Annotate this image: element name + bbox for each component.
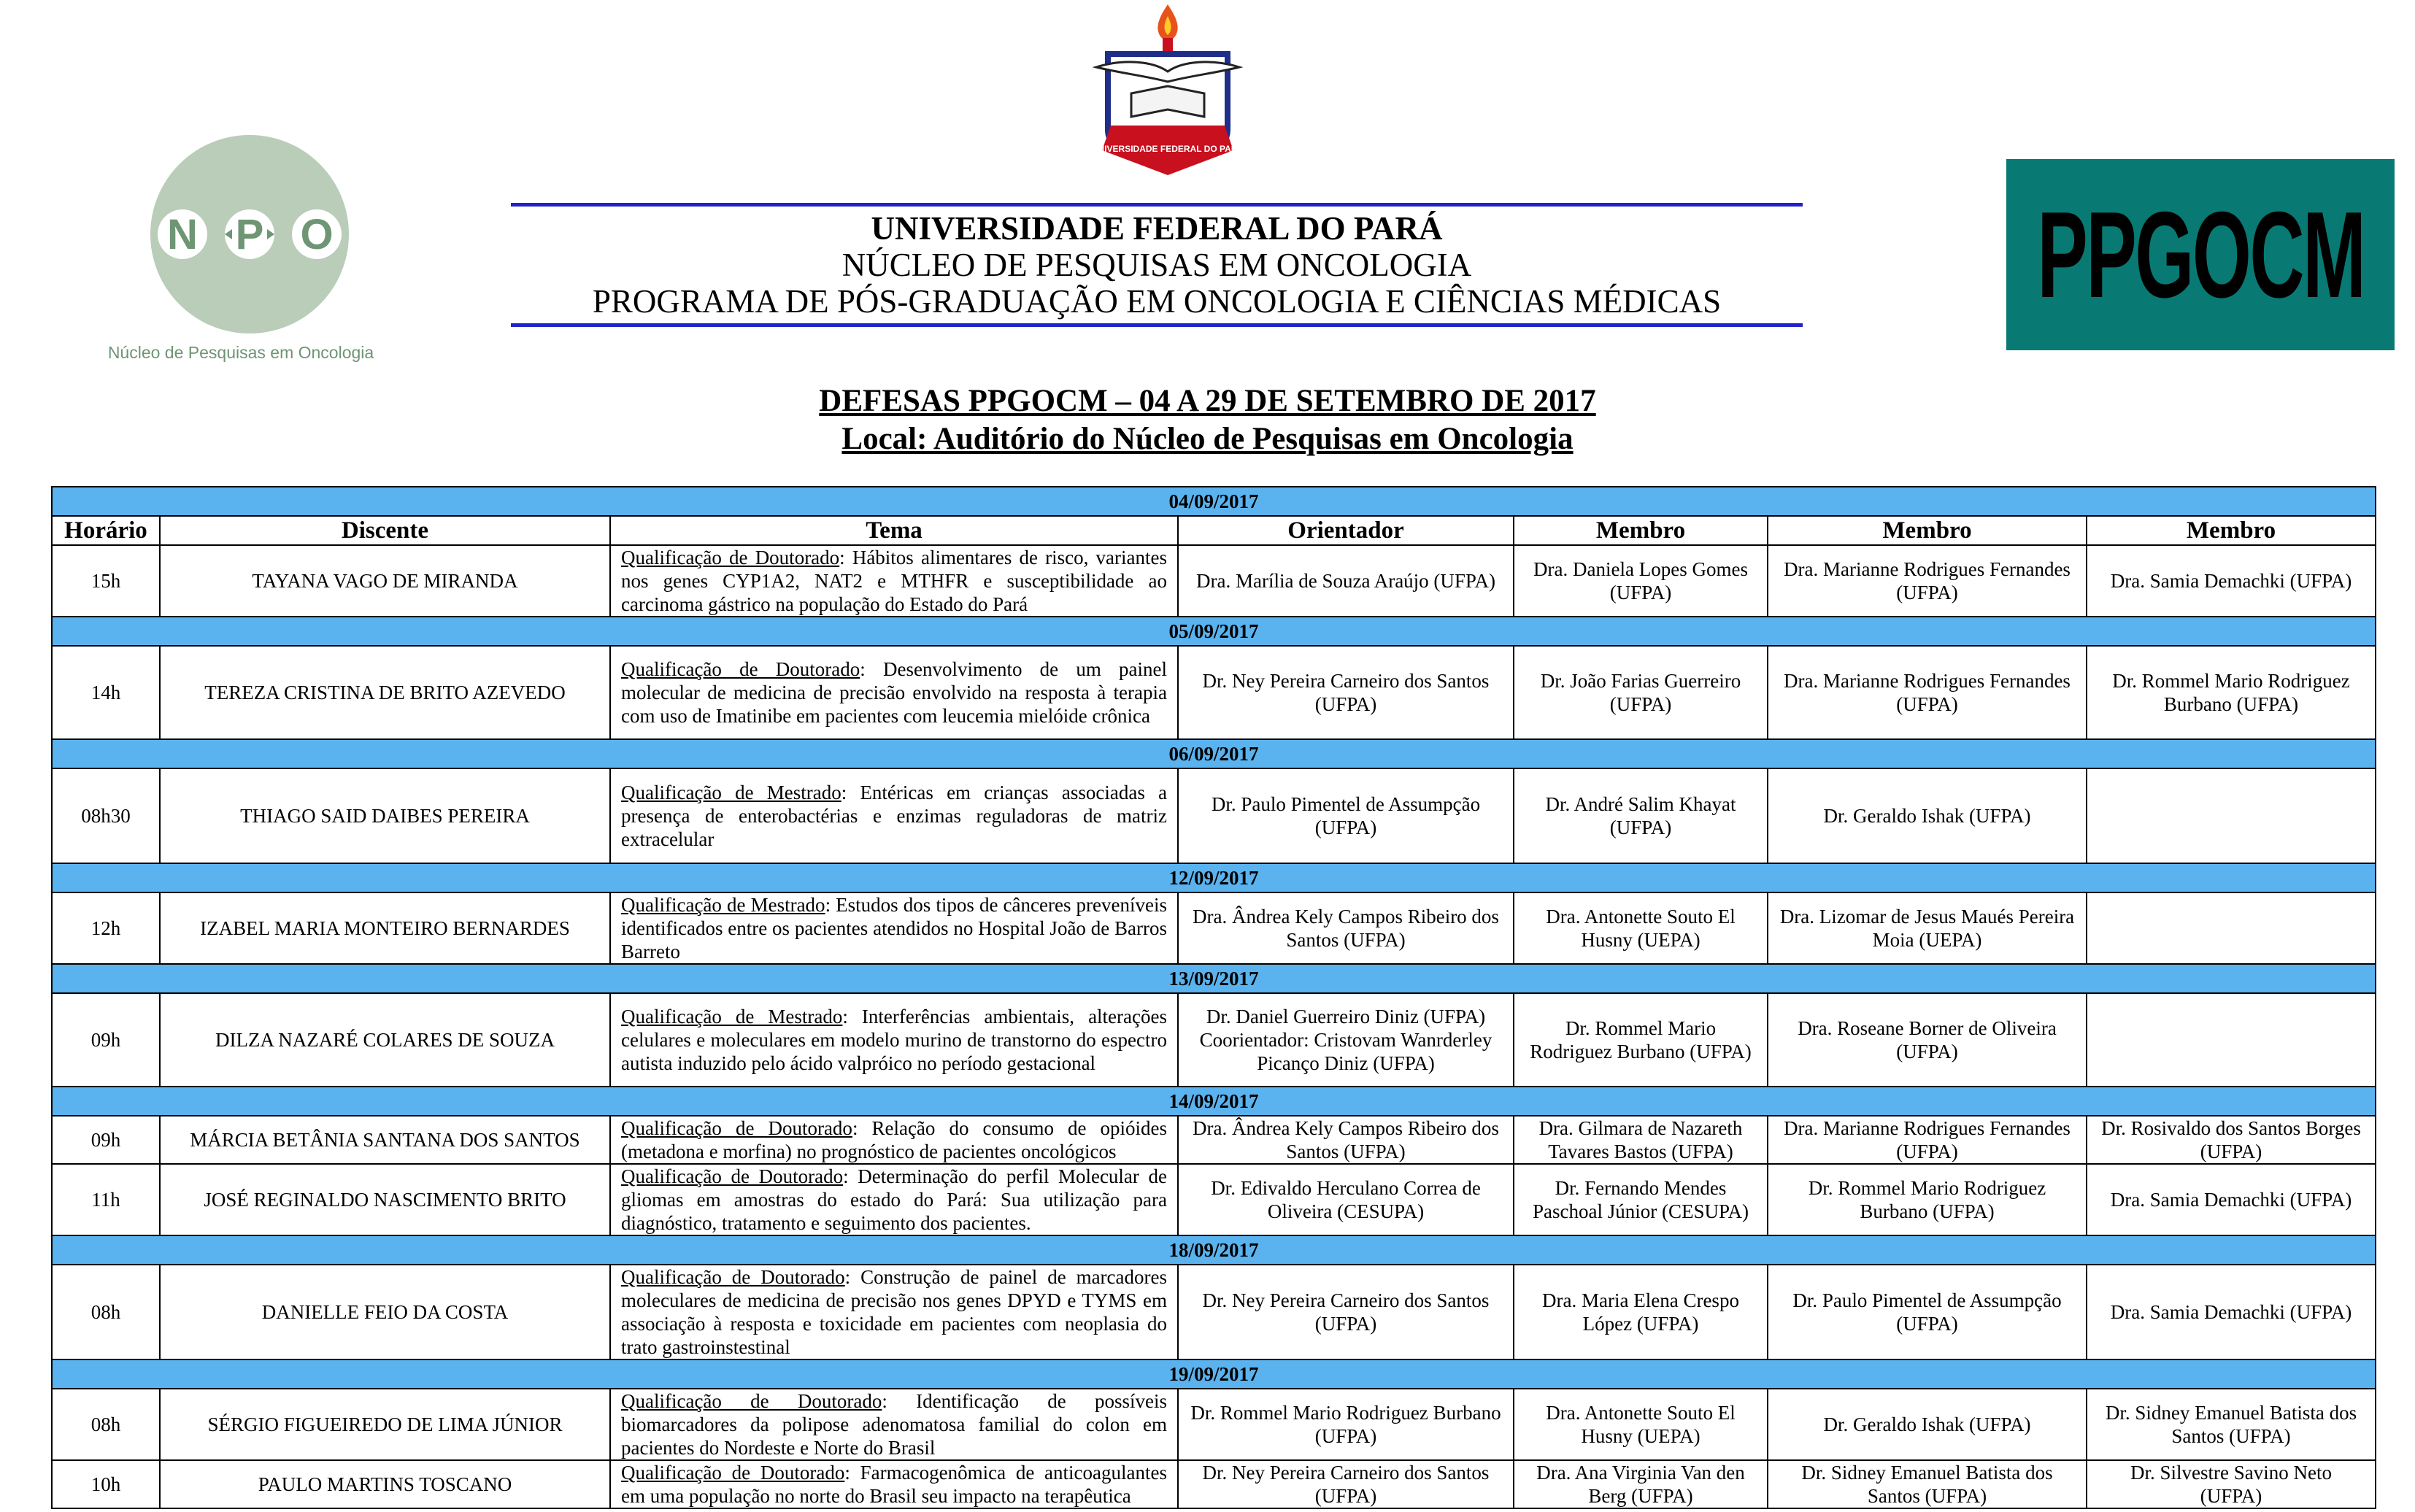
tema-text: : Relação do consumo de opióides (metadona e morfina) no prognóstico de pacientes oncológicos bbox=[621, 1117, 1168, 1162]
date-row bbox=[52, 617, 2376, 646]
tema-text: : Interferências ambientais, alterações celulares e moleculares em modelo murino de transtorno do espectro autista induzido pelo ácido valpróico no período gestacional bbox=[621, 1006, 1167, 1074]
date-row bbox=[52, 487, 2376, 516]
nucleus-name: NÚCLEO DE PESQUISAS EM ONCOLOGIA bbox=[841, 247, 1472, 283]
student-cell: IZABEL MARIA MONTEIRO BERNARDES bbox=[160, 892, 610, 964]
tema-cell bbox=[610, 892, 1178, 964]
crest-ribbon-text: UNIVERSIDADE FEDERAL DO PARÁ bbox=[1091, 144, 1244, 154]
defense-row bbox=[52, 993, 2376, 1087]
orientador-cell: Dr. Paulo Pimentel de Assumpção (UFPA) bbox=[1178, 768, 1514, 863]
date-cell: 18/09/2017 bbox=[52, 1235, 2376, 1265]
document-header bbox=[0, 0, 2415, 482]
student-cell: DANIELLE FEIO DA COSTA bbox=[160, 1265, 610, 1359]
column-header: Membro bbox=[1768, 516, 2087, 545]
time-cell: 09h bbox=[52, 1116, 160, 1164]
defense-row bbox=[52, 768, 2376, 863]
orientador-cell: Dr. Ney Pereira Carneiro dos Santos (UFPA) bbox=[1178, 646, 1514, 739]
defense-row bbox=[52, 1116, 2376, 1164]
tema-text: : Estudos dos tipos de cânceres preveníveis identificados entre os pacientes atendidos no Hospital João de Barros Barreto bbox=[621, 894, 1167, 963]
membro-cell: Dra. Samia Demachki (UFPA) bbox=[2087, 1164, 2376, 1235]
orientador-cell: Dra. Marília de Souza Araújo (UFPA) bbox=[1178, 545, 1514, 617]
date-cell: 19/09/2017 bbox=[52, 1359, 2376, 1389]
student-cell: TEREZA CRISTINA DE BRITO AZEVEDO bbox=[160, 646, 610, 739]
membro-cell: Dra. Roseane Borner de Oliveira (UFPA) bbox=[1768, 993, 2087, 1087]
orientador-cell: Dr. Edivaldo Herculano Correa de Oliveira (CESUPA) bbox=[1178, 1164, 1514, 1235]
header-rule-top bbox=[511, 203, 1803, 207]
student-cell: PAULO MARTINS TOSCANO bbox=[160, 1460, 610, 1508]
date-cell: 05/09/2017 bbox=[52, 617, 2376, 646]
membro-cell: Dra. Antonette Souto El Husny (UEPA) bbox=[1514, 1389, 1768, 1460]
tema-text: : Determinação do perfil Molecular de gliomas em amostras do estado do Pará: Sua utilização para diagnóstico, tratamento e seguimento dos pacientes. bbox=[621, 1165, 1167, 1234]
membro-cell: Dr. Paulo Pimentel de Assumpção (UFPA) bbox=[1768, 1265, 2087, 1359]
membro-cell: Dr. Sidney Emanuel Batista dos Santos (UFPA) bbox=[2087, 1389, 2376, 1460]
university-name: UNIVERSIDADE FEDERAL DO PARÁ bbox=[871, 210, 1443, 247]
tema-text: : Hábitos alimentares de risco, variantes nos genes CYP1A2, NAT2 e MTHFR e susceptibilidade ao carcinoma gástrico na população do Estado do Pará bbox=[621, 547, 1168, 615]
orientador-cell: Dr. Rommel Mario Rodriguez Burbano (UFPA) bbox=[1178, 1389, 1514, 1460]
tema-type: Qualificação de Mestrado bbox=[621, 1006, 843, 1027]
membro-cell: Dra. Marianne Rodrigues Fernandes (UFPA) bbox=[1768, 545, 2087, 617]
tema-cell bbox=[610, 1164, 1178, 1235]
membro-cell: Dra. Gilmara de Nazareth Tavares Bastos (UFPA) bbox=[1514, 1116, 1768, 1164]
membro-cell: Dr. Geraldo Ishak (UFPA) bbox=[1768, 1389, 2087, 1460]
date-cell: 06/09/2017 bbox=[52, 739, 2376, 768]
membro-cell: Dr. Rosivaldo dos Santos Borges (UFPA) bbox=[2087, 1116, 2376, 1164]
membro-cell: Dra. Marianne Rodrigues Fernandes (UFPA) bbox=[1768, 1116, 2087, 1164]
npo-logo-letter-o: O bbox=[300, 211, 334, 258]
crest-torch bbox=[1163, 38, 1173, 53]
membro-cell: Dr. João Farias Guerreiro (UFPA) bbox=[1514, 646, 1768, 739]
membro-cell: Dr. Rommel Mario Rodriguez Burbano (UFPA) bbox=[1768, 1164, 2087, 1235]
time-cell: 08h30 bbox=[52, 768, 160, 863]
tema-text: : Construção de painel de marcadores moleculares de medicina de precisão nos genes DPYD e TYMS em associação à resposta e toxicidade em pacientes com neoplasia do trato gastroinstestinal bbox=[621, 1266, 1168, 1358]
tema-type: Qualificação de Mestrado bbox=[621, 894, 825, 916]
date-row bbox=[52, 1087, 2376, 1116]
date-row bbox=[52, 1235, 2376, 1265]
time-cell: 09h bbox=[52, 993, 160, 1087]
membro-cell: Dr. Rommel Mario Rodriguez Burbano (UFPA) bbox=[2087, 646, 2376, 739]
membro-cell: Dr. Geraldo Ishak (UFPA) bbox=[1768, 768, 2087, 863]
tema-cell bbox=[610, 768, 1178, 863]
npo-logo-letter-p: P bbox=[235, 211, 264, 258]
tema-type: Qualificação de Mestrado bbox=[621, 782, 841, 803]
tema-cell bbox=[610, 1116, 1178, 1164]
membro-cell: Dra. Daniela Lopes Gomes (UFPA) bbox=[1514, 545, 1768, 617]
student-cell: THIAGO SAID DAIBES PEREIRA bbox=[160, 768, 610, 863]
ppgocm-logo bbox=[2006, 159, 2395, 350]
orientador-cell: Dra. Ândrea Kely Campos Ribeiro dos Santos (UFPA) bbox=[1178, 892, 1514, 964]
time-cell: 12h bbox=[52, 892, 160, 964]
membro-cell: Dr. Fernando Mendes Paschoal Júnior (CESUPA) bbox=[1514, 1164, 1768, 1235]
membro-cell bbox=[2087, 993, 2376, 1087]
column-header: Membro bbox=[2087, 516, 2376, 545]
orientador-cell: Dr. Ney Pereira Carneiro dos Santos (UFPA) bbox=[1178, 1460, 1514, 1508]
tema-type: Qualificação de Doutorado bbox=[621, 1390, 882, 1412]
time-cell: 08h bbox=[52, 1389, 160, 1460]
document-location: Local: Auditório do Núcleo de Pesquisas em Oncologia bbox=[841, 422, 1574, 456]
column-header: Tema bbox=[610, 516, 1178, 545]
membro-cell: Dra. Ana Virginia Van den Berg (UFPA) bbox=[1514, 1460, 1768, 1508]
membro-cell: Dra. Marianne Rodrigues Fernandes (UFPA) bbox=[1768, 646, 2087, 739]
tema-cell bbox=[610, 1460, 1178, 1508]
date-cell: 14/09/2017 bbox=[52, 1087, 2376, 1116]
membro-cell: Dra. Antonette Souto El Husny (UEPA) bbox=[1514, 892, 1768, 964]
student-cell: TAYANA VAGO DE MIRANDA bbox=[160, 545, 610, 617]
tema-type: Qualificação de Doutorado bbox=[621, 1462, 845, 1484]
defense-row bbox=[52, 1265, 2376, 1359]
time-cell: 08h bbox=[52, 1265, 160, 1359]
membro-cell: Dra. Samia Demachki (UFPA) bbox=[2087, 545, 2376, 617]
time-cell: 14h bbox=[52, 646, 160, 739]
tema-text: : Entéricas em crianças associadas a presença de enterobactérias e enzimas reguladoras de matriz extracelular bbox=[621, 782, 1167, 850]
npo-logo bbox=[102, 135, 380, 369]
column-header: Horário bbox=[52, 516, 160, 545]
column-header-row bbox=[52, 516, 2376, 545]
date-cell: 12/09/2017 bbox=[52, 863, 2376, 892]
student-cell: MÁRCIA BETÂNIA SANTANA DOS SANTOS bbox=[160, 1116, 610, 1164]
time-cell: 11h bbox=[52, 1164, 160, 1235]
column-header: Membro bbox=[1514, 516, 1768, 545]
time-cell: 10h bbox=[52, 1460, 160, 1508]
defense-row bbox=[52, 646, 2376, 739]
orientador-cell: Dr. Ney Pereira Carneiro dos Santos (UFPA) bbox=[1178, 1265, 1514, 1359]
tema-text: : Desenvolvimento de um painel molecular de medicina de precisão envolvido na resposta à terapia com uso de Imatinibe em pacientes com leucemia mielóide crônica bbox=[621, 658, 1168, 727]
npo-logo-letter-n: N bbox=[167, 211, 198, 258]
tema-type: Qualificação de Doutorado bbox=[621, 547, 840, 568]
time-cell: 15h bbox=[52, 545, 160, 617]
tema-cell bbox=[610, 1389, 1178, 1460]
membro-cell: Dr. Silvestre Savino Neto (UFPA) bbox=[2087, 1460, 2376, 1508]
program-name: PROGRAMA DE PÓS-GRADUAÇÃO EM ONCOLOGIA E CIÊNCIAS MÉDICAS bbox=[592, 283, 1722, 320]
date-row bbox=[52, 1359, 2376, 1389]
date-row bbox=[52, 739, 2376, 768]
defense-row bbox=[52, 1389, 2376, 1460]
membro-cell bbox=[2087, 892, 2376, 964]
tema-text: : Identificação de possíveis biomarcadores da polipose adenomatosa familial do colon em pacientes do Nordeste e Norte do Brasil bbox=[621, 1390, 1168, 1459]
membro-cell: Dra. Samia Demachki (UFPA) bbox=[2087, 1265, 2376, 1359]
date-cell: 04/09/2017 bbox=[52, 487, 2376, 516]
column-header: Discente bbox=[160, 516, 610, 545]
orientador-cell: Dra. Ândrea Kely Campos Ribeiro dos Santos (UFPA) bbox=[1178, 1116, 1514, 1164]
npo-logo-caption: Núcleo de Pesquisas em Oncologia bbox=[107, 343, 374, 362]
document-title: DEFESAS PPGOCM – 04 A 29 DE SETEMBRO DE 2017 bbox=[819, 384, 1596, 418]
membro-cell: Dr. Rommel Mario Rodriguez Burbano (UFPA) bbox=[1514, 993, 1768, 1087]
tema-cell bbox=[610, 545, 1178, 617]
ppgocm-logo-text: PPGOCM bbox=[2036, 185, 2365, 323]
student-cell: DILZA NAZARÉ COLARES DE SOUZA bbox=[160, 993, 610, 1087]
defense-row bbox=[52, 545, 2376, 617]
defense-schedule-table bbox=[51, 486, 2376, 1509]
tema-text: : Farmacogenômica de anticoagulantes em uma população no norte do Brasil seu impacto na terapêutica bbox=[621, 1462, 1167, 1507]
tema-cell bbox=[610, 1265, 1178, 1359]
membro-cell: Dra. Maria Elena Crespo López (UFPA) bbox=[1514, 1265, 1768, 1359]
defense-row bbox=[52, 1460, 2376, 1508]
membro-cell: Dr. André Salim Khayat (UFPA) bbox=[1514, 768, 1768, 863]
tema-type: Qualificação de Doutorado bbox=[621, 1266, 845, 1288]
tema-cell bbox=[610, 993, 1178, 1087]
column-header: Orientador bbox=[1178, 516, 1514, 545]
orientador-cell: Dr. Daniel Guerreiro Diniz (UFPA) Coorientador: Cristovam Wanrderley Picanço Diniz (UFPA) bbox=[1178, 993, 1514, 1087]
membro-cell bbox=[2087, 768, 2376, 863]
header-rule-bottom bbox=[511, 323, 1803, 327]
ufpa-crest bbox=[1073, 0, 1263, 191]
tema-type: Qualificação de Doutorado bbox=[621, 1165, 844, 1187]
date-cell: 13/09/2017 bbox=[52, 964, 2376, 993]
defense-row bbox=[52, 892, 2376, 964]
membro-cell: Dra. Lizomar de Jesus Maués Pereira Moia (UEPA) bbox=[1768, 892, 2087, 964]
defense-row bbox=[52, 1164, 2376, 1235]
tema-cell bbox=[610, 646, 1178, 739]
student-cell: JOSÉ REGINALDO NASCIMENTO BRITO bbox=[160, 1164, 610, 1235]
tema-type: Qualificação de Doutorado bbox=[621, 658, 860, 680]
student-cell: SÉRGIO FIGUEIREDO DE LIMA JÚNIOR bbox=[160, 1389, 610, 1460]
date-row bbox=[52, 964, 2376, 993]
membro-cell: Dr. Sidney Emanuel Batista dos Santos (UFPA) bbox=[1768, 1460, 2087, 1508]
tema-type: Qualificação de Doutorado bbox=[621, 1117, 852, 1139]
date-row bbox=[52, 863, 2376, 892]
